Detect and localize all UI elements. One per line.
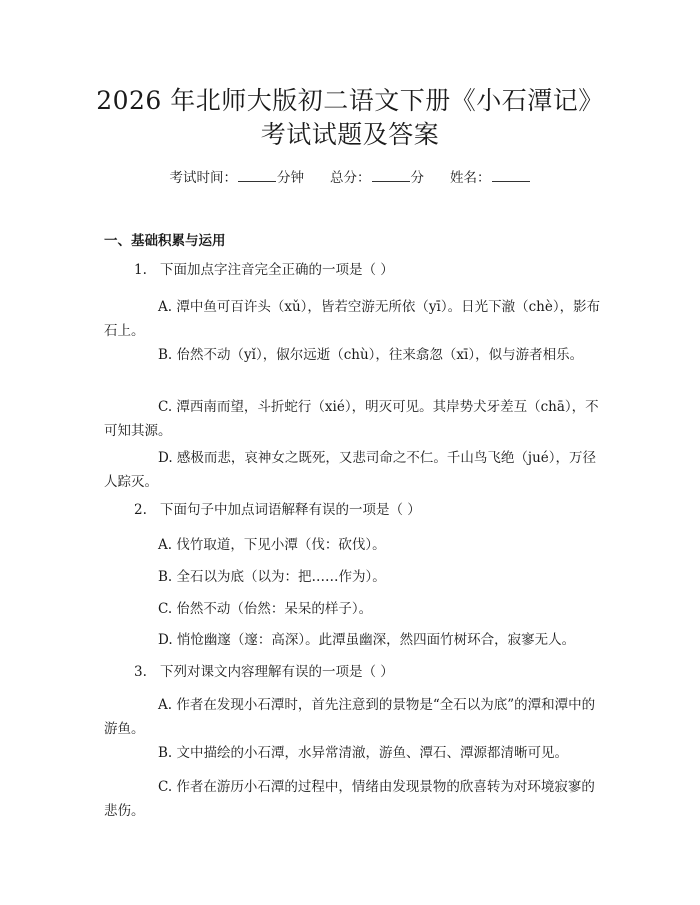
question-3 <box>104 660 604 684</box>
time-label: 考试时间： <box>169 170 237 186</box>
q2-option-d: D. 悄怆幽邃（邃：高深）。此潭虽幽深，然四面竹树环合，寂寥无人。 <box>158 632 576 648</box>
q2-option-a: A. 伐竹取道，下见小潭（伐：砍伐）。 <box>158 537 386 553</box>
q1-option-c: C. 潭西南而望，斗折蛇行（xié），明灭可见。其岸势犬牙差互（chā），不可知其源。 <box>104 399 599 439</box>
q1-option-d: D. 感极而悲，哀神女之既死，又悲司命之不仁。千山鸟飞绝（jué），万径人踪灭。 <box>104 450 597 490</box>
section-heading: 一、基础积累与运用 <box>104 233 226 249</box>
page-title: 2026 年北师大版初二语文下册《小石潭记》 <box>96 86 604 115</box>
page-subtitle: 考试试题及答案 <box>260 120 440 149</box>
question-number: 2. <box>134 502 147 518</box>
q3-option-b: B. 文中描绘的小石潭，水异常清澈，游鱼、潭石、潭源都清晰可见。 <box>158 745 569 761</box>
question-2 <box>104 498 604 522</box>
score-blank <box>372 168 410 182</box>
name-label: 姓名： <box>450 170 491 186</box>
time-blank <box>238 168 276 182</box>
question-stem: 下面句子中加点词语解释有误的一项是（ ） <box>160 502 421 518</box>
q2-option-c: C. 佁然不动（佁然：呆呆的样子）。 <box>158 601 373 617</box>
q3-option-a: A. 作者在发现小石潭时，首先注意到的景物是“全石以为底”的潭和潭中的游鱼。 <box>104 697 596 737</box>
question-1 <box>104 258 604 282</box>
q1-option-b: B. 佁然不动（yǐ），俶尔远逝（chù），往来翕忽（xī），似与游者相乐。 <box>158 347 584 363</box>
question-stem: 下列对课文内容理解有误的一项是（ ） <box>160 664 394 680</box>
q2-option-b: B. 全石以为底（以为：把……作为）。 <box>158 569 386 585</box>
q1-option-a: A. 潭中鱼可百许头（xǔ），皆若空游无所依（yī）。日光下澈（chè），影布石上。 <box>104 299 601 339</box>
score-unit: 分 <box>410 170 424 186</box>
question-number: 3. <box>134 664 147 680</box>
q3-option-c: C. 作者在游历小石潭的过程中，情绪由发现景物的欣喜转为对环境寂寥的悲伤。 <box>104 779 595 819</box>
question-number: 1. <box>134 262 147 278</box>
name-blank <box>492 168 530 182</box>
exam-info-line <box>0 168 700 188</box>
score-label: 总分： <box>330 170 371 186</box>
question-stem: 下面加点字注音完全正确的一项是（ ） <box>160 262 394 278</box>
time-unit: 分钟 <box>277 170 304 186</box>
